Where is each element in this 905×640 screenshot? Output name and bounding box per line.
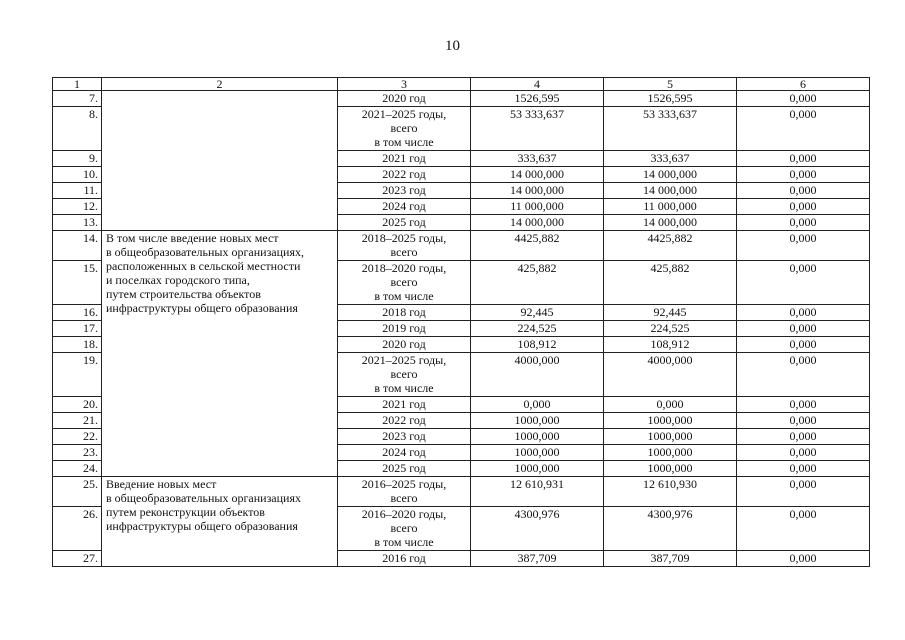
col5-value: 53 333,637: [604, 107, 737, 151]
col6-value: 0,000: [737, 461, 870, 477]
row-number: 11.: [53, 183, 102, 199]
header-row: [53, 78, 870, 91]
period-cell: 2021–2025 годы, всего в том числе: [338, 353, 471, 397]
period-cell: 2022 год: [338, 167, 471, 183]
header-col-6: 6: [737, 78, 870, 91]
col5-value: 1000,000: [604, 429, 737, 445]
col6-value: 0,000: [737, 507, 870, 551]
row-number: 27.: [53, 551, 102, 567]
col5-value: 1000,000: [604, 461, 737, 477]
row-number: 19.: [53, 353, 102, 397]
col5-value: 425,882: [604, 261, 737, 305]
col5-value: 11 000,000: [604, 199, 737, 215]
col6-value: 0,000: [737, 199, 870, 215]
col4-value: 425,882: [471, 261, 604, 305]
row-number: 7.: [53, 91, 102, 107]
header-col-5: 5: [604, 78, 737, 91]
col6-value: 0,000: [737, 477, 870, 507]
col5-value: 14 000,000: [604, 167, 737, 183]
col4-value: 14 000,000: [471, 167, 604, 183]
page-number: 10: [445, 38, 460, 54]
col6-value: 0,000: [737, 183, 870, 199]
col6-value: 0,000: [737, 107, 870, 151]
col6-value: 0,000: [737, 305, 870, 321]
col6-value: 0,000: [737, 151, 870, 167]
col4-value: 11 000,000: [471, 199, 604, 215]
period-cell: 2021 год: [338, 397, 471, 413]
row-number: 22.: [53, 429, 102, 445]
col4-value: 4425,882: [471, 231, 604, 261]
col6-value: 0,000: [737, 429, 870, 445]
header-col-1: 1: [53, 78, 102, 91]
row-number: 15.: [53, 261, 102, 305]
col5-value: 4300,976: [604, 507, 737, 551]
col4-value: 53 333,637: [471, 107, 604, 151]
row-number: 16.: [53, 305, 102, 321]
col6-value: 0,000: [737, 413, 870, 429]
row-number: 25.: [53, 477, 102, 507]
group-description: [102, 91, 338, 231]
header-col-4: 4: [471, 78, 604, 91]
period-cell: 2016–2025 годы, всего: [338, 477, 471, 507]
col5-value: 14 000,000: [604, 183, 737, 199]
row-number: 26.: [53, 507, 102, 551]
col6-value: 0,000: [737, 353, 870, 397]
header-col-3: 3: [338, 78, 471, 91]
col5-value: 92,445: [604, 305, 737, 321]
period-cell: 2018 год: [338, 305, 471, 321]
col4-value: 0,000: [471, 397, 604, 413]
col4-value: 1000,000: [471, 413, 604, 429]
col4-value: 108,912: [471, 337, 604, 353]
col5-value: 1000,000: [604, 413, 737, 429]
row-number: 20.: [53, 397, 102, 413]
col5-value: 12 610,930: [604, 477, 737, 507]
col4-value: 4300,976: [471, 507, 604, 551]
row-number: 12.: [53, 199, 102, 215]
period-cell: 2016 год: [338, 551, 471, 567]
row-number: 8.: [53, 107, 102, 151]
period-cell: 2024 год: [338, 445, 471, 461]
row-number: 24.: [53, 461, 102, 477]
period-cell: 2019 год: [338, 321, 471, 337]
period-cell: 2023 год: [338, 429, 471, 445]
group-description: В том числе введение новых мест в общеобразовательных организациях, расположенных в сельской местности и поселках городского типа, путем строительства объектов инфраструктуры общего образования: [102, 231, 338, 477]
col5-value: 387,709: [604, 551, 737, 567]
col4-value: 1000,000: [471, 461, 604, 477]
period-cell: 2021–2025 годы, всего в том числе: [338, 107, 471, 151]
col6-value: 0,000: [737, 445, 870, 461]
col5-value: 0,000: [604, 397, 737, 413]
period-cell: 2021 год: [338, 151, 471, 167]
period-cell: 2022 год: [338, 413, 471, 429]
period-cell: 2025 год: [338, 461, 471, 477]
col4-value: 1526,595: [471, 91, 604, 107]
period-cell: 2020 год: [338, 91, 471, 107]
period-cell: 2024 год: [338, 199, 471, 215]
header-col-2: 2: [102, 78, 338, 91]
col5-value: 108,912: [604, 337, 737, 353]
col6-value: 0,000: [737, 215, 870, 231]
col6-value: 0,000: [737, 321, 870, 337]
col5-value: 1000,000: [604, 445, 737, 461]
col6-value: 0,000: [737, 167, 870, 183]
group-description: Введение новых мест в общеобразовательных организациях путем реконструкции объектов инфраструктуры общего образования: [102, 477, 338, 567]
col4-value: 1000,000: [471, 429, 604, 445]
period-cell: 2025 год: [338, 215, 471, 231]
row-number: 17.: [53, 321, 102, 337]
period-cell: 2018–2025 годы, всего: [338, 231, 471, 261]
row-number: 18.: [53, 337, 102, 353]
col4-value: 224,525: [471, 321, 604, 337]
period-cell: 2023 год: [338, 183, 471, 199]
col6-value: 0,000: [737, 261, 870, 305]
row-number: 14.: [53, 231, 102, 261]
col4-value: 1000,000: [471, 445, 604, 461]
col5-value: 4425,882: [604, 231, 737, 261]
col6-value: 0,000: [737, 337, 870, 353]
col5-value: 224,525: [604, 321, 737, 337]
col4-value: 4000,000: [471, 353, 604, 397]
table-row: [53, 91, 870, 107]
col6-value: 0,000: [737, 231, 870, 261]
period-cell: 2016–2020 годы, всего в том числе: [338, 507, 471, 551]
row-number: 10.: [53, 167, 102, 183]
row-number: 13.: [53, 215, 102, 231]
col4-value: 92,445: [471, 305, 604, 321]
table-row: [53, 231, 870, 261]
col5-value: 333,637: [604, 151, 737, 167]
col5-value: 4000,000: [604, 353, 737, 397]
col4-value: 14 000,000: [471, 215, 604, 231]
data-table: [52, 77, 870, 567]
col4-value: 387,709: [471, 551, 604, 567]
col6-value: 0,000: [737, 91, 870, 107]
col4-value: 12 610,931: [471, 477, 604, 507]
col4-value: 14 000,000: [471, 183, 604, 199]
row-number: 9.: [53, 151, 102, 167]
col4-value: 333,637: [471, 151, 604, 167]
col5-value: 1526,595: [604, 91, 737, 107]
row-number: 21.: [53, 413, 102, 429]
col6-value: 0,000: [737, 397, 870, 413]
period-cell: 2020 год: [338, 337, 471, 353]
row-number: 23.: [53, 445, 102, 461]
period-cell: 2018–2020 годы, всего в том числе: [338, 261, 471, 305]
col6-value: 0,000: [737, 551, 870, 567]
col5-value: 14 000,000: [604, 215, 737, 231]
table-row: [53, 477, 870, 507]
